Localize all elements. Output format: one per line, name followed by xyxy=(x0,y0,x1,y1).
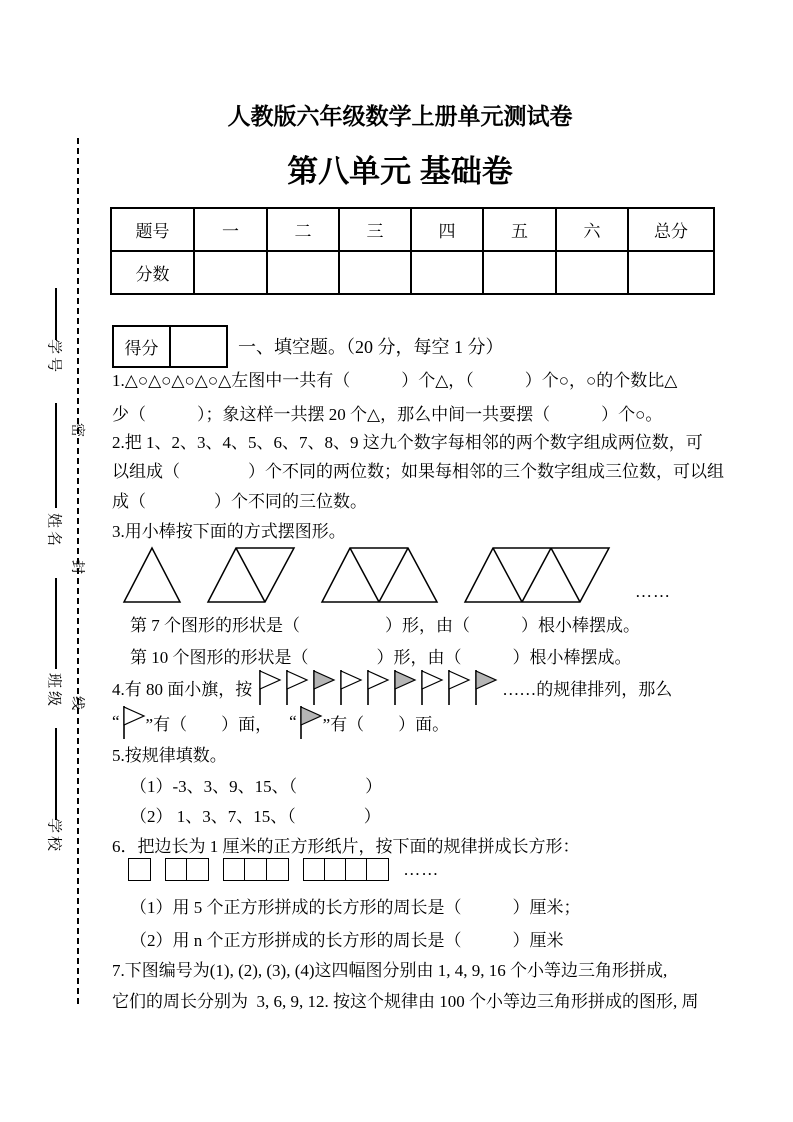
q3-line-10th: 第 10 个图形的形状是（ ）形，由（ ）根小棒摆成。 xyxy=(130,648,632,667)
margin-label-school: 学校 xyxy=(45,817,62,855)
score-cell xyxy=(628,251,714,294)
square-group-1 xyxy=(128,858,151,881)
q5-item2: （2） 1、3、7、15、（ ） xyxy=(130,807,381,826)
q4-flag-pattern xyxy=(256,668,498,706)
q1-line1: 1.△○△○△○△○△左图中一共有（ ）个△，（ ）个○，○的个数比△ xyxy=(112,371,678,390)
header-col-1: 一 xyxy=(194,208,267,251)
flag-icon xyxy=(418,668,444,706)
score-cell xyxy=(556,251,628,294)
q5-item1: （1）-3、3、9、15、（ ） xyxy=(130,777,383,796)
header-col-4: 四 xyxy=(411,208,483,251)
flag-icon xyxy=(283,668,309,706)
quote-mark: “ xyxy=(289,712,297,731)
table-row xyxy=(111,251,714,294)
flag-icon xyxy=(391,668,417,706)
score-box-label: 得分 xyxy=(114,327,171,366)
header-col-5: 五 xyxy=(483,208,556,251)
square-group-4 xyxy=(303,858,390,881)
score-box-value xyxy=(171,327,226,366)
q7-line1: 7.下图编号为(1), (2), (3), (4)这四幅图分别由 1, 4, 9, 16 个小等边三角形拼成, xyxy=(112,961,668,980)
table-row xyxy=(111,208,714,251)
q4-lead-text: 4.有 80 面小旗，按 xyxy=(112,679,253,699)
score-cell xyxy=(339,251,411,294)
score-cell xyxy=(411,251,483,294)
score-cell xyxy=(267,251,339,294)
square-group-3 xyxy=(223,858,288,881)
flag-icon xyxy=(256,668,282,706)
q1-line2: 少（ ）；象这样一共摆 20 个△，那么中间一共要摆（ ）个○。 xyxy=(112,405,663,424)
section-heading: 一、填空题。（20 分，每空 1 分） xyxy=(238,337,504,357)
unit-square xyxy=(366,858,389,881)
flag-icon xyxy=(472,668,498,706)
q3-figure-row xyxy=(122,546,671,604)
figure-3-trapezoid-icon xyxy=(320,546,439,604)
unit-square xyxy=(324,858,347,881)
header-col-2: 二 xyxy=(267,208,339,251)
q6-item1: （1）用 5 个正方形拼成的长方形的周长是（ ）厘米； xyxy=(130,898,581,917)
margin-label-student-id: 学号 xyxy=(45,338,62,376)
unit-square xyxy=(266,858,289,881)
margin-blank-line xyxy=(55,403,57,508)
paper-title: 人教版六年级数学上册单元测试卷 xyxy=(227,104,573,129)
unit-square xyxy=(223,858,246,881)
q4-gap xyxy=(272,710,289,735)
header-question-number: 题号 xyxy=(111,208,194,251)
square-group-2 xyxy=(165,858,209,881)
figure-2-parallelogram-icon xyxy=(206,546,296,604)
header-total: 总分 xyxy=(628,208,714,251)
q6-intro: 6．把边长为 1 厘米的正方形纸片，按下面的规律拼成长方形： xyxy=(112,837,580,856)
header-col-3: 三 xyxy=(339,208,411,251)
score-box xyxy=(112,325,228,368)
q6-ellipsis: …… xyxy=(403,859,440,879)
header-col-6: 六 xyxy=(556,208,628,251)
q3-intro: 3.用小棒按下面的方式摆图形。 xyxy=(112,522,346,541)
flag-icon xyxy=(445,668,471,706)
white-flag-icon xyxy=(120,704,146,740)
seal-char-feng: 封 xyxy=(69,560,84,574)
score-row-label: 分数 xyxy=(111,251,194,294)
margin-blank-line xyxy=(55,728,57,820)
gray-flag-icon xyxy=(297,704,323,740)
q7-line2: 它们的周长分别为 3, 6, 9, 12. 按这个规律由 100 个小等边三角形拼成的图形, 周 xyxy=(112,992,699,1011)
margin-label-class: 班级 xyxy=(45,672,62,710)
figure-4-parallelogram-icon xyxy=(463,546,611,604)
unit-square xyxy=(345,858,368,881)
figure-1-triangle-icon xyxy=(122,546,182,604)
q2-line1: 2.把 1、2、3、4、5、6、7、8、9 这九个数字每相邻的两个数字组成两位数，可 xyxy=(112,433,703,452)
q6-item2: （2）用 n 个正方形拼成的长方形的周长是（ ）厘米 xyxy=(130,931,564,950)
quote-mark: “ xyxy=(112,712,120,731)
score-summary-table xyxy=(110,207,715,295)
q4-white-flag-text: ”有（ ）面， xyxy=(145,714,273,734)
score-cell xyxy=(194,251,267,294)
unit-square xyxy=(128,858,151,881)
flag-icon xyxy=(364,668,390,706)
q2-line3: 成（ ）个不同的三位数。 xyxy=(112,492,367,511)
unit-square xyxy=(303,858,326,881)
margin-label-name: 姓名 xyxy=(45,512,62,550)
q6-squares-row xyxy=(128,858,439,881)
q4-gray-flag-text: ”有（ ）面。 xyxy=(322,714,450,734)
q4-tail-text: ……的规律排列，那么 xyxy=(502,679,673,699)
q4-line2 xyxy=(112,702,449,742)
q3-line-7th: 第 7 个图形的形状是（ ）形，由（ ）根小棒摆成。 xyxy=(130,616,640,635)
q3-ellipsis: …… xyxy=(635,582,671,601)
seal-char-mi: 密 xyxy=(69,423,84,437)
flag-icon xyxy=(310,668,336,706)
unit-square xyxy=(165,858,188,881)
score-cell xyxy=(483,251,556,294)
margin-blank-line xyxy=(55,288,57,340)
unit-square xyxy=(244,858,267,881)
q5-intro: 5.按规律填数。 xyxy=(112,746,227,765)
margin-blank-line xyxy=(55,578,57,669)
flag-icon xyxy=(337,668,363,706)
unit-square xyxy=(186,858,209,881)
q2-line2: 以组成（ ）个不同的两位数；如果每相邻的三个数字组成三位数，可以组 xyxy=(112,462,724,481)
seal-char-xian: 线 xyxy=(69,696,84,710)
unit-subtitle: 第八单元 基础卷 xyxy=(287,154,513,189)
